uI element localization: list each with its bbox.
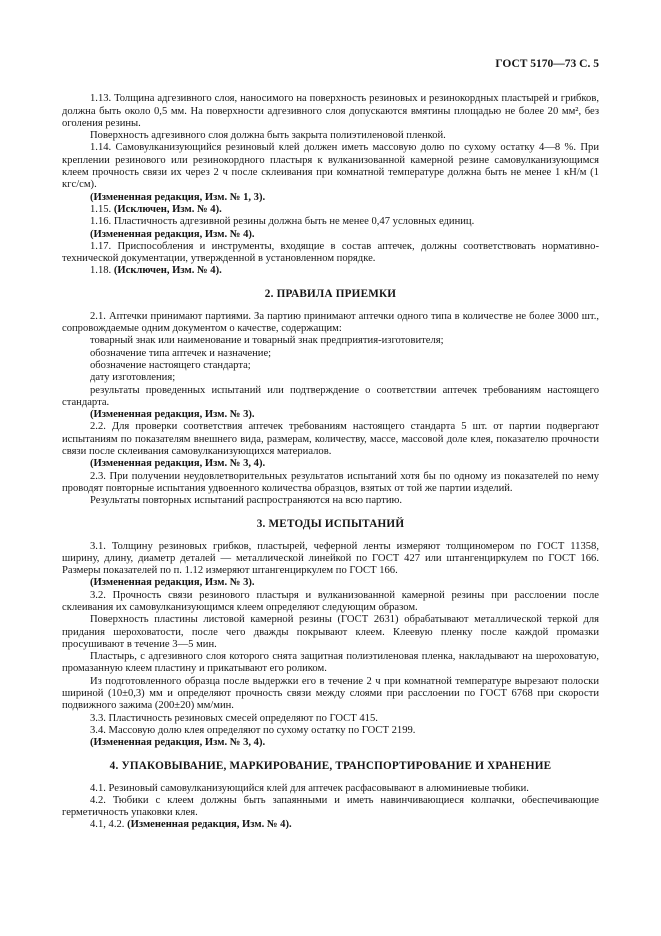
clause-3-3: 3.3. Пластичность резиновых смесей определяют по ГОСТ 415. — [90, 712, 378, 724]
clause-4-revision — [62, 819, 599, 831]
clause-3-2-sample: Из подготовленного образца после выдержки его в течение 2 ч при комнатной температуре вырезают полоски шириной (10±0,3) мм и определяют прочность связи между слоями при расслоении по ГОСТ 6768 при скорости подвижного зажима (200±20) мм/мин. — [62, 675, 599, 712]
list-item: обозначение типа аптечек и назначение; — [90, 347, 272, 359]
clause-3-2-patch: Пластырь, с адгезивного слоя которого снята защитная полиэтиленовая пленка, накладывают на шероховатую, промазанную клеем пластину и прикатывают его роликом. — [62, 651, 599, 675]
list-item: товарный знак или наименование и товарный знак предприятия-изготовителя; — [90, 335, 444, 347]
revision-note: (Исключен, Изм. № 4). — [113, 203, 222, 215]
revision-note: (Измененная редакция, Изм. № 1, 3). — [90, 191, 266, 203]
revision-note: (Измененная редакция, Изм. № 3). — [90, 577, 255, 589]
revision-note: (Измененная редакция, Изм. № 4). — [127, 819, 292, 831]
clause-2-2: 2.2. Для проверки соответствия аптечек требованиям настоящего стандарта 5 шт. от партии подвергают испытаниям по показателям внешнего вида, размерам, количеству, массе, массовой доле клея, показателю прочности связи после склеивания самовулканизующихся материалов. — [62, 421, 599, 458]
clause-3-2: 3.2. Прочность связи резинового пластыря и вулканизованной камерной резины при расслоении после склеивания их самовулканизующимся клеем определяют следующим образом. — [62, 589, 599, 613]
clause-number: 1.15. — [90, 203, 112, 215]
revision-note: (Исключен, Изм. № 4). — [113, 265, 222, 277]
list-item: результаты проведенных испытаний или подтверждение о соответствии аптечек требованиям настоящего стандарта. — [62, 384, 599, 408]
clause-1-13: 1.13. Толщина адгезивного слоя, наносимого на поверхность резиновых и резинокордных пластырей и грибков, должна быть около 0,5 мм. На поверхности адгезивного слоя допускаются вмятины площадью не более 20 мм², без оголения резины. — [62, 93, 599, 129]
list-item: обозначение настоящего стандарта; — [90, 359, 251, 371]
section-4-title: 4. УПАКОВЫВАНИЕ, МАРКИРОВАНИЕ, ТРАНСПОРТИРОВАНИЕ И ХРАНЕНИЕ — [109, 759, 552, 772]
clause-2-1: 2.1. Аптечки принимают партиями. За партию принимают аптечки одного типа в количестве не более 3000 шт., сопровождаемые одним документом о качестве, содержащим: — [62, 310, 599, 335]
clause-number: 4.1, 4.2. — [90, 819, 125, 831]
clause-3-1: 3.1. Толщину резиновых грибков, пластырей, чеферной ленты измеряют толщиномером по ГОСТ 11358, ширину, длину, диаметр деталей — металлической линейкой по ГОСТ 427 или штангенциркулем по ГОСТ 166. Размеры показателей по п. 1.12 измеряют штангенциркулем по ГОСТ 166. — [62, 540, 599, 577]
list-item: дату изготовления; — [90, 372, 176, 384]
revision-note: (Измененная редакция, Изм. № 3). — [90, 409, 255, 421]
clause-3-4: 3.4. Массовую долю клея определяют по сухому остатку по ГОСТ 2199. — [90, 724, 416, 736]
clause-2-3: 2.3. При получении неудовлетворительных результатов испытаний хотя бы по одному из показателей по нему проводят повторные испытания удвоенного количества образцов, взятых от той же партии изделий. — [62, 470, 599, 494]
revision-note: (Измененная редакция, Изм. № 3, 4). — [90, 458, 266, 470]
clause-4-1: 4.1. Резиновый самовулканизующийся клей для аптечек расфасовывают в алюминиевые тюбики. — [90, 782, 529, 794]
clause-1-17: 1.17. Приспособления и инструменты, входящие в состав аптечек, должны соответствовать нормативно-технической документации, утвержденной в установленном порядке. — [62, 240, 599, 265]
clause-3-2-surface: Поверхность пластины листовой камерной резины (ГОСТ 2631) обрабатывают металлической теркой для придания шероховатости, после чего дважды покрывают клеем. Клеевую пленку после каждой промазки просушивают в течение 3—5 мин. — [62, 614, 599, 650]
clause-2-3-results: Результаты повторных испытаний распространяются на всю партию. — [90, 495, 403, 507]
clause-1-18 — [62, 265, 599, 277]
clause-4-2: 4.2. Тюбики с клеем должны быть запаянными и иметь навинчивающиеся колпачки, обеспечивающие герметичность упаковки клея. — [62, 794, 599, 819]
revision-note: (Измененная редакция, Изм. № 4). — [90, 228, 255, 240]
section-2-title: 2. ПРАВИЛА ПРИЕМКИ — [264, 287, 397, 300]
clause-1-15 — [62, 204, 599, 216]
clause-1-16: 1.16. Пластичность адгезивной резины должна быть не менее 0,47 условных единиц. — [90, 216, 475, 228]
section-3-title: 3. МЕТОДЫ ИСПЫТАНИЙ — [256, 517, 405, 530]
clause-1-13-surface: Поверхность адгезивного слоя должна быть закрыта полиэтиленовой пленкой. — [90, 130, 446, 142]
clause-1-14: 1.14. Самовулканизующийся резиновый клей должен иметь массовую долю по сухому остатку 4—8 %. При креплении резинового или резинокордного пластыря к вулканизованной камерной резине самовулканизующимся клеем прочность связи их через 2 ч после склеивания при комнатной температуре должна быть не менее 1 кН/м (1 кгс/см). — [62, 142, 599, 191]
clause-number: 1.18. — [90, 265, 112, 277]
revision-note: (Измененная редакция, Изм. № 3, 4). — [90, 737, 266, 749]
page-header: ГОСТ 5170—73 С. 5 — [495, 58, 599, 70]
